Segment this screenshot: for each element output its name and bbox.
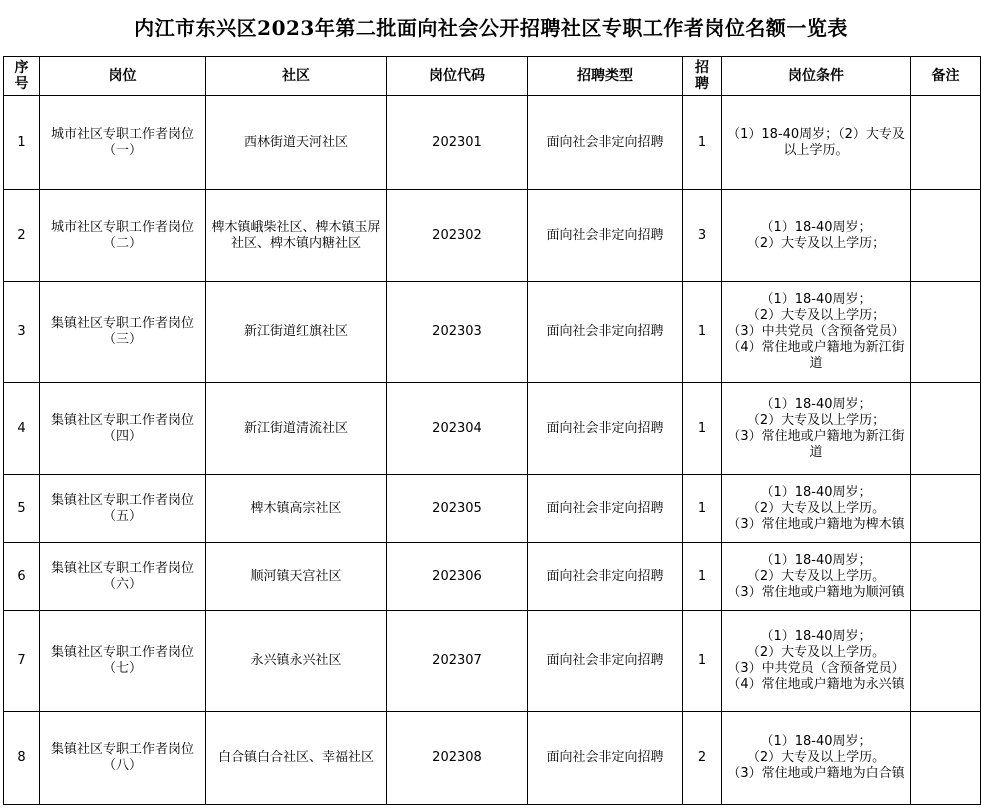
- cell-conditions[interactable]: [722, 712, 911, 805]
- cell-index[interactable]: 4: [4, 383, 40, 475]
- cell-type[interactable]: 面向社会非定向招聘: [528, 712, 683, 805]
- cell-position[interactable]: 集镇社区专职工作者岗位（五）: [40, 475, 206, 543]
- cell-community[interactable]: 椑木镇峨柴社区、椑木镇玉屏社区、椑木镇内糖社区: [206, 190, 387, 282]
- condition-line: （3）中共党员（含预备党员）: [727, 661, 905, 676]
- cell-community[interactable]: 永兴镇永兴社区: [206, 611, 387, 712]
- cell-remarks[interactable]: [911, 611, 981, 712]
- cell-count[interactable]: 1: [683, 611, 722, 712]
- cell-count[interactable]: 1: [683, 282, 722, 383]
- table-row: [4, 475, 981, 543]
- cell-community[interactable]: 椑木镇高宗社区: [206, 475, 387, 543]
- cell-community[interactable]: 顺河镇天宫社区: [206, 543, 387, 611]
- condition-line: （3）常住地或户籍地为顺河镇: [727, 584, 905, 600]
- condition-line: （2）大专及以上学历。: [746, 645, 886, 660]
- cell-count[interactable]: 1: [683, 383, 722, 475]
- cell-community[interactable]: 新江街道清流社区: [206, 383, 387, 475]
- cell-remarks[interactable]: [911, 383, 981, 475]
- header-position[interactable]: 岗位: [40, 57, 206, 96]
- condition-line: （4）常住地或户籍地为永兴镇: [727, 677, 905, 692]
- header-index[interactable]: 序号: [4, 57, 40, 96]
- cell-remarks[interactable]: [911, 543, 981, 611]
- cell-position[interactable]: 集镇社区专职工作者岗位（三）: [40, 282, 206, 383]
- cell-remarks[interactable]: [911, 282, 981, 383]
- cell-conditions[interactable]: [722, 383, 911, 475]
- cell-position[interactable]: 集镇社区专职工作者岗位（七）: [40, 611, 206, 712]
- condition-line: （1）18-40周岁；: [760, 396, 872, 412]
- condition-line: （1）18-40周岁；（2）大专及以上学历。: [727, 126, 905, 158]
- cell-code[interactable]: 202302: [387, 190, 528, 282]
- condition-line: （3）中共党员（含预备党员）: [727, 324, 905, 339]
- cell-count[interactable]: 3: [683, 190, 722, 282]
- cell-position[interactable]: 城市社区专职工作者岗位（二）: [40, 190, 206, 282]
- table-row: [4, 712, 981, 805]
- cell-code[interactable]: 202307: [387, 611, 528, 712]
- cell-index[interactable]: 1: [4, 96, 40, 190]
- header-row: [4, 57, 981, 96]
- condition-line: （2）大专及以上学历；: [746, 308, 886, 323]
- cell-position[interactable]: 集镇社区专职工作者岗位（六）: [40, 543, 206, 611]
- cell-count[interactable]: 1: [683, 543, 722, 611]
- cell-code[interactable]: 202303: [387, 282, 528, 383]
- cell-type[interactable]: 面向社会非定向招聘: [528, 282, 683, 383]
- cell-community[interactable]: 新江街道红旗社区: [206, 282, 387, 383]
- cell-position[interactable]: 集镇社区专职工作者岗位（四）: [40, 383, 206, 475]
- cell-remarks[interactable]: [911, 475, 981, 543]
- cell-count[interactable]: 2: [683, 712, 722, 805]
- cell-index[interactable]: 7: [4, 611, 40, 712]
- cell-code[interactable]: 202304: [387, 383, 528, 475]
- cell-code[interactable]: 202308: [387, 712, 528, 805]
- cell-type[interactable]: 面向社会非定向招聘: [528, 190, 683, 282]
- condition-line: （2）大专及以上学历；: [746, 235, 886, 251]
- cell-index[interactable]: 8: [4, 712, 40, 805]
- cell-type[interactable]: 面向社会非定向招聘: [528, 383, 683, 475]
- cell-position[interactable]: 集镇社区专职工作者岗位（八）: [40, 712, 206, 805]
- condition-line: （2）大专及以上学历。: [746, 500, 886, 516]
- cell-remarks[interactable]: [911, 190, 981, 282]
- condition-line: （1）18-40周岁；: [760, 734, 872, 749]
- condition-line: （2）大专及以上学历；: [746, 412, 886, 428]
- table-row: [4, 282, 981, 383]
- cell-index[interactable]: 3: [4, 282, 40, 383]
- cell-position[interactable]: 城市社区专职工作者岗位（一）: [40, 96, 206, 190]
- header-community[interactable]: 社区: [206, 57, 387, 96]
- cell-type[interactable]: 面向社会非定向招聘: [528, 96, 683, 190]
- table-row: [4, 543, 981, 611]
- cell-index[interactable]: 6: [4, 543, 40, 611]
- cell-type[interactable]: 面向社会非定向招聘: [528, 611, 683, 712]
- cell-type[interactable]: 面向社会非定向招聘: [528, 543, 683, 611]
- cell-count[interactable]: 1: [683, 475, 722, 543]
- page-title: 内江市东兴区2023年第二批面向社会公开招聘社区专职工作者岗位名额一览表: [134, 16, 848, 40]
- cell-conditions[interactable]: [722, 543, 911, 611]
- table-row: [4, 96, 981, 190]
- cell-conditions[interactable]: [722, 96, 911, 190]
- table-row: [4, 611, 981, 712]
- cell-count[interactable]: 1: [683, 96, 722, 190]
- cell-conditions[interactable]: [722, 475, 911, 543]
- table-row: [4, 383, 981, 475]
- header-count[interactable]: 招聘: [683, 57, 722, 96]
- cell-code[interactable]: 202301: [387, 96, 528, 190]
- cell-code[interactable]: 202306: [387, 543, 528, 611]
- condition-line: （1）18-40周岁；: [760, 484, 872, 500]
- condition-line: （3）常住地或户籍地为白合镇: [727, 766, 905, 781]
- header-remarks[interactable]: 备注: [911, 57, 981, 96]
- cell-remarks[interactable]: [911, 712, 981, 805]
- condition-line: （3）常住地或户籍地为新江街道: [727, 428, 905, 460]
- condition-line: （3）常住地或户籍地为椑木镇: [727, 516, 905, 532]
- table-row: [4, 190, 981, 282]
- cell-index[interactable]: 5: [4, 475, 40, 543]
- condition-line: （4）常住地或户籍地为新江街道: [727, 340, 905, 371]
- positions-table: [3, 56, 981, 805]
- header-code[interactable]: 岗位代码: [387, 57, 528, 96]
- condition-line: （1）18-40周岁；: [760, 629, 872, 644]
- cell-code[interactable]: 202305: [387, 475, 528, 543]
- header-type[interactable]: 招聘类型: [528, 57, 683, 96]
- cell-remarks[interactable]: [911, 96, 981, 190]
- condition-line: （2）大专及以上学历。: [746, 750, 886, 765]
- cell-index[interactable]: 2: [4, 190, 40, 282]
- condition-line: （1）18-40周岁；: [760, 552, 872, 568]
- condition-line: （1）18-40周岁；: [760, 219, 872, 235]
- condition-line: （2）大专及以上学历。: [746, 568, 886, 584]
- cell-conditions[interactable]: [722, 190, 911, 282]
- cell-conditions[interactable]: [722, 282, 911, 383]
- cell-type[interactable]: 面向社会非定向招聘: [528, 475, 683, 543]
- cell-community[interactable]: 白合镇白合社区、幸福社区: [206, 712, 387, 805]
- cell-community[interactable]: 西林街道天河社区: [206, 96, 387, 190]
- cell-conditions[interactable]: [722, 611, 911, 712]
- header-conditions[interactable]: 岗位条件: [722, 57, 911, 96]
- condition-line: （1）18-40周岁；: [760, 292, 872, 307]
